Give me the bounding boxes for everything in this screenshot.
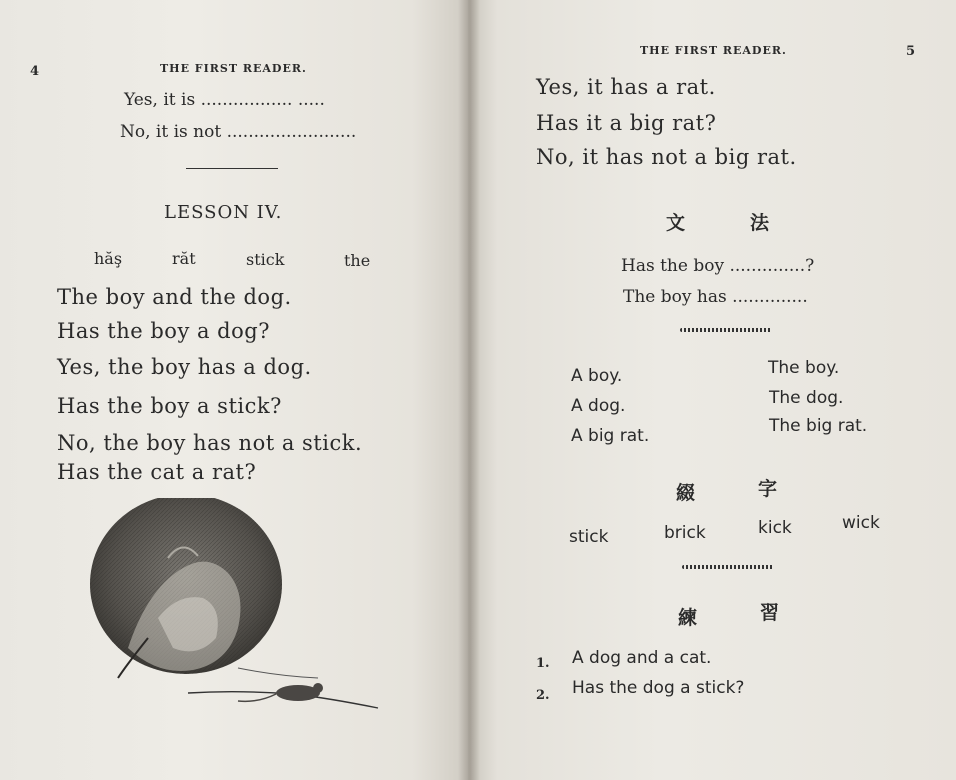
article-phrase: The big rat. (769, 416, 868, 436)
exercise-number: 2. (536, 688, 550, 703)
exercise-text: A dog and a cat. (572, 648, 712, 668)
fill-line: Yes, it is ................. ..... (124, 90, 325, 110)
reading-sentence: Has the boy a dog? (57, 319, 270, 343)
exercise-number: 1. (536, 656, 550, 671)
grammar-heading-char: 法 (750, 212, 770, 234)
cat-and-rat-illustration (88, 498, 384, 716)
spelling-word: brick (664, 523, 706, 543)
exercise-text: Has the dog a stick? (572, 678, 745, 698)
reading-sentence: The boy and the dog. (57, 285, 292, 309)
article-phrase: A dog. (571, 396, 626, 416)
right-page (468, 0, 956, 780)
section-divider (186, 168, 278, 169)
spelling-heading-char: 綴 (676, 482, 696, 504)
spelling-word: wick (842, 513, 880, 533)
vocab-word: stick (246, 250, 285, 269)
section-divider (680, 328, 772, 332)
article-phrase: A big rat. (571, 426, 650, 446)
article-phrase: A boy. (571, 366, 623, 386)
grammar-line: Has the boy ..............? (621, 256, 815, 276)
reading-sentence: Has the boy a stick? (57, 394, 282, 418)
grammar-line: The boy has .............. (623, 287, 808, 307)
vocab-word: răt (172, 249, 196, 268)
reading-sentence: Has the cat a rat? (57, 460, 257, 484)
reading-sentence: No, the boy has not a stick. (57, 431, 363, 455)
exercise-heading-char: 習 (760, 602, 780, 624)
running-head: THE FIRST READER. (640, 44, 787, 57)
grammar-heading-char: 文 (666, 212, 686, 234)
section-divider (682, 565, 774, 569)
reading-sentence: Has it a big rat? (536, 111, 717, 135)
reading-sentence: No, it has not a big rat. (536, 145, 797, 169)
vocab-word: the (344, 251, 371, 270)
page-number: 5 (906, 44, 916, 59)
article-phrase: The dog. (769, 388, 844, 408)
exercise-heading-char: 練 (678, 607, 698, 629)
page-number: 4 (30, 64, 40, 79)
lesson-title: LESSON IV. (164, 202, 283, 223)
vocab-word: hăş (94, 249, 123, 268)
article-phrase: The boy. (768, 358, 840, 378)
reading-sentence: Yes, it has a rat. (536, 75, 716, 99)
spelling-heading-char: 字 (758, 478, 778, 500)
left-page (0, 0, 468, 780)
spelling-word: kick (758, 518, 792, 538)
spelling-word: stick (569, 527, 609, 547)
reading-sentence: Yes, the boy has a dog. (57, 355, 312, 379)
running-head: THE FIRST READER. (160, 62, 307, 75)
book-gutter (458, 0, 480, 780)
fill-line: No, it is not ........................ (120, 122, 357, 142)
